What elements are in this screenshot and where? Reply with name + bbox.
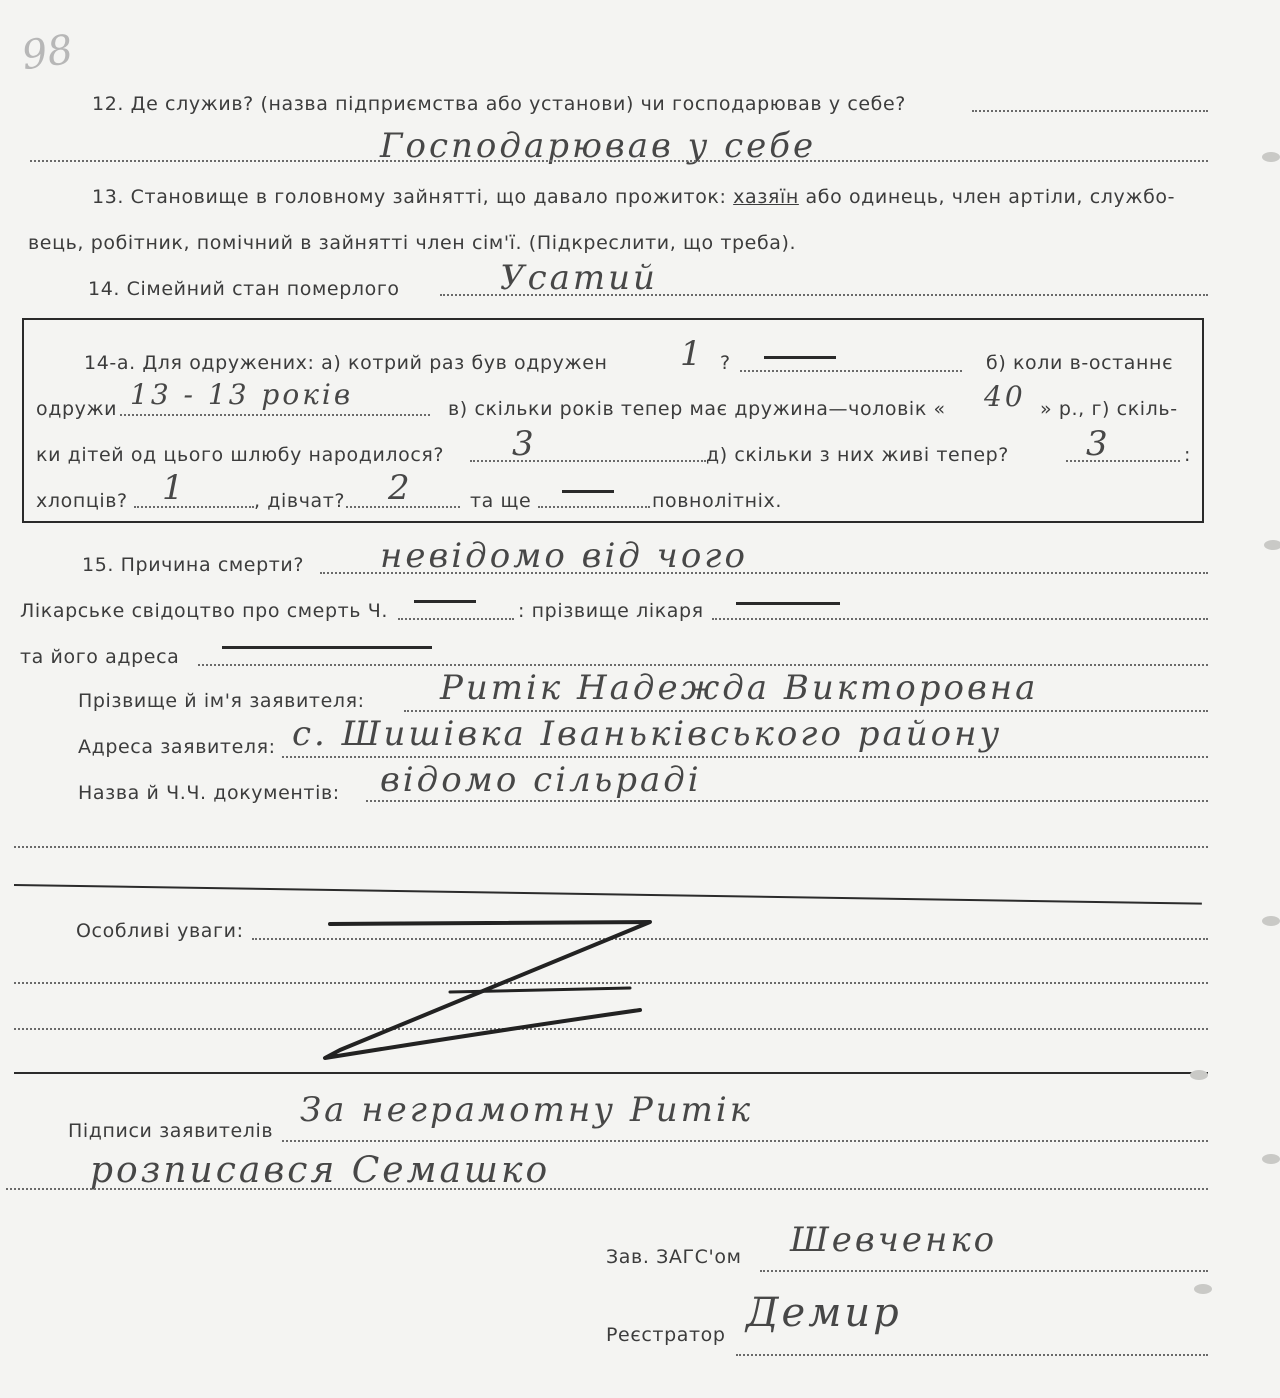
med-address-dash bbox=[222, 646, 432, 649]
zags-head-dots bbox=[760, 1270, 1208, 1272]
binding-hole bbox=[1262, 1154, 1280, 1164]
signatures-label: Підписи заявителів bbox=[68, 1120, 274, 1142]
q14a-alive-answer: 3 bbox=[1086, 424, 1111, 464]
binding-hole bbox=[1264, 540, 1280, 550]
q14a-line4-b: , дівчат? bbox=[254, 490, 346, 512]
section-divider-2 bbox=[14, 1072, 1208, 1074]
q12-answer-line bbox=[30, 160, 1208, 162]
med-doctor-label: : прізвище лікаря bbox=[518, 600, 704, 622]
q14a-line4-c: та ще bbox=[470, 490, 532, 512]
q14a-colon: : bbox=[1184, 444, 1192, 466]
q15-handwritten-answer: невідомо від чого bbox=[380, 536, 748, 576]
binding-hole bbox=[1190, 1070, 1208, 1080]
q14a-born-answer: 3 bbox=[512, 424, 537, 464]
med-address-label: та його адреса bbox=[20, 646, 180, 668]
q14a-line1-a: 14-а. Для одружених: а) котрий раз був одружен bbox=[84, 352, 608, 374]
q14a-boys-dots bbox=[134, 506, 254, 508]
applicant-docs-dots bbox=[366, 800, 1208, 802]
q14a-line2-b: в) скільки років тепер має дружина—чоловік « bbox=[448, 398, 946, 420]
q14-handwritten-answer: Усатий bbox=[500, 258, 658, 298]
registrar-label: Реєстратор bbox=[606, 1324, 726, 1346]
med-cert-dots bbox=[398, 618, 514, 620]
q14a-line1-b: б) коли в-останнє bbox=[986, 352, 1174, 374]
q14a-line1-dots bbox=[740, 370, 962, 372]
q12-label: 12. Де служив? (назва підприємства або установи) чи господарював у себе? bbox=[92, 93, 906, 115]
q14a-when-answer: 13 - 13 років bbox=[130, 378, 354, 411]
q14a-question-mark: ? bbox=[720, 352, 731, 374]
med-doctor-dots bbox=[712, 618, 1208, 620]
applicant-docs-value: відомо сільраді bbox=[380, 760, 702, 800]
q14a-more-dots bbox=[538, 506, 650, 508]
applicant-address-label: Адреса заявителя: bbox=[78, 736, 276, 758]
q14a-line2-a: одружи bbox=[36, 398, 118, 420]
q14a-alive-dots bbox=[1066, 460, 1180, 462]
q14a-line2-dots bbox=[120, 414, 430, 416]
med-doctor-dash bbox=[736, 602, 840, 605]
q14a-line3-a: ки дітей од цього шлюбу народилося? bbox=[36, 444, 445, 466]
notes-label: Особливі уваги: bbox=[76, 920, 244, 942]
q14-label: 14. Сімейний стан померлого bbox=[88, 278, 400, 300]
zags-head-label: Зав. ЗАГС'ом bbox=[606, 1246, 742, 1268]
applicant-name-label: Прізвище й ім'я заявителя: bbox=[78, 690, 365, 712]
zags-head-signature: Шевченко bbox=[790, 1220, 998, 1260]
q14a-line4-d: повнолітніх. bbox=[652, 490, 782, 512]
q13-line1: 13. Становище в головному зайнятті, що давало прожиток: хазяїн або одинець, член артіли, службо- bbox=[92, 186, 1176, 208]
applicant-docs-label: Назва й Ч.Ч. документів: bbox=[78, 782, 340, 804]
applicant-address-dots bbox=[282, 756, 1208, 758]
signature-line-2: розписався Семашко bbox=[90, 1150, 551, 1191]
q12-handwritten-answer: Господарював у себе bbox=[380, 126, 817, 166]
q14a-born-dots bbox=[470, 460, 706, 462]
q14a-line4-a: хлопців? bbox=[36, 490, 128, 512]
extra-dotted-line bbox=[14, 846, 1208, 848]
q14a-age-answer: 40 bbox=[984, 380, 1026, 413]
signatures-dots-2 bbox=[6, 1188, 1208, 1190]
med-cert-dash bbox=[414, 600, 476, 603]
signatures-dots-1 bbox=[282, 1140, 1208, 1142]
q14a-dash-1 bbox=[764, 356, 836, 359]
z-cancel-mark bbox=[300, 910, 670, 1070]
q14a-dash-2 bbox=[562, 490, 614, 493]
q14a-line2-c: » р., г) скіль- bbox=[1040, 398, 1178, 420]
q15-label: 15. Причина смерти? bbox=[82, 554, 305, 576]
q14a-girls-answer: 2 bbox=[388, 468, 413, 508]
registrar-dots bbox=[736, 1354, 1208, 1356]
q12-dotted-line bbox=[972, 110, 1208, 112]
q14a-boys-answer: 1 bbox=[162, 468, 187, 508]
applicant-address-value: с. Шишівка Іваньківського району bbox=[292, 714, 1003, 754]
q14a-times-answer: 1 bbox=[680, 334, 705, 374]
binding-hole bbox=[1262, 916, 1280, 926]
binding-hole bbox=[1194, 1284, 1212, 1294]
q14-answer-line bbox=[440, 294, 1208, 296]
applicant-name-value: Ритік Надежда Викторовна bbox=[440, 668, 1039, 708]
q14a-line3-b: д) скільки з них живі тепер? bbox=[706, 444, 1009, 466]
signature-line-1: За неграмотну Ритік bbox=[300, 1090, 754, 1130]
binding-hole bbox=[1262, 152, 1280, 162]
med-address-dots bbox=[198, 664, 1208, 666]
section-divider-1 bbox=[14, 884, 1202, 905]
med-certificate-label: Лікарське свідоцтво про смерть Ч. bbox=[20, 600, 388, 622]
q13-line2: вець, робітник, помічний в зайнятті член сім'ї. (Підкреслити, що треба). bbox=[28, 232, 797, 254]
registrar-signature: Демир bbox=[746, 1290, 902, 1336]
archive-page-number: 98 bbox=[19, 26, 76, 80]
applicant-name-dots bbox=[404, 710, 1208, 712]
